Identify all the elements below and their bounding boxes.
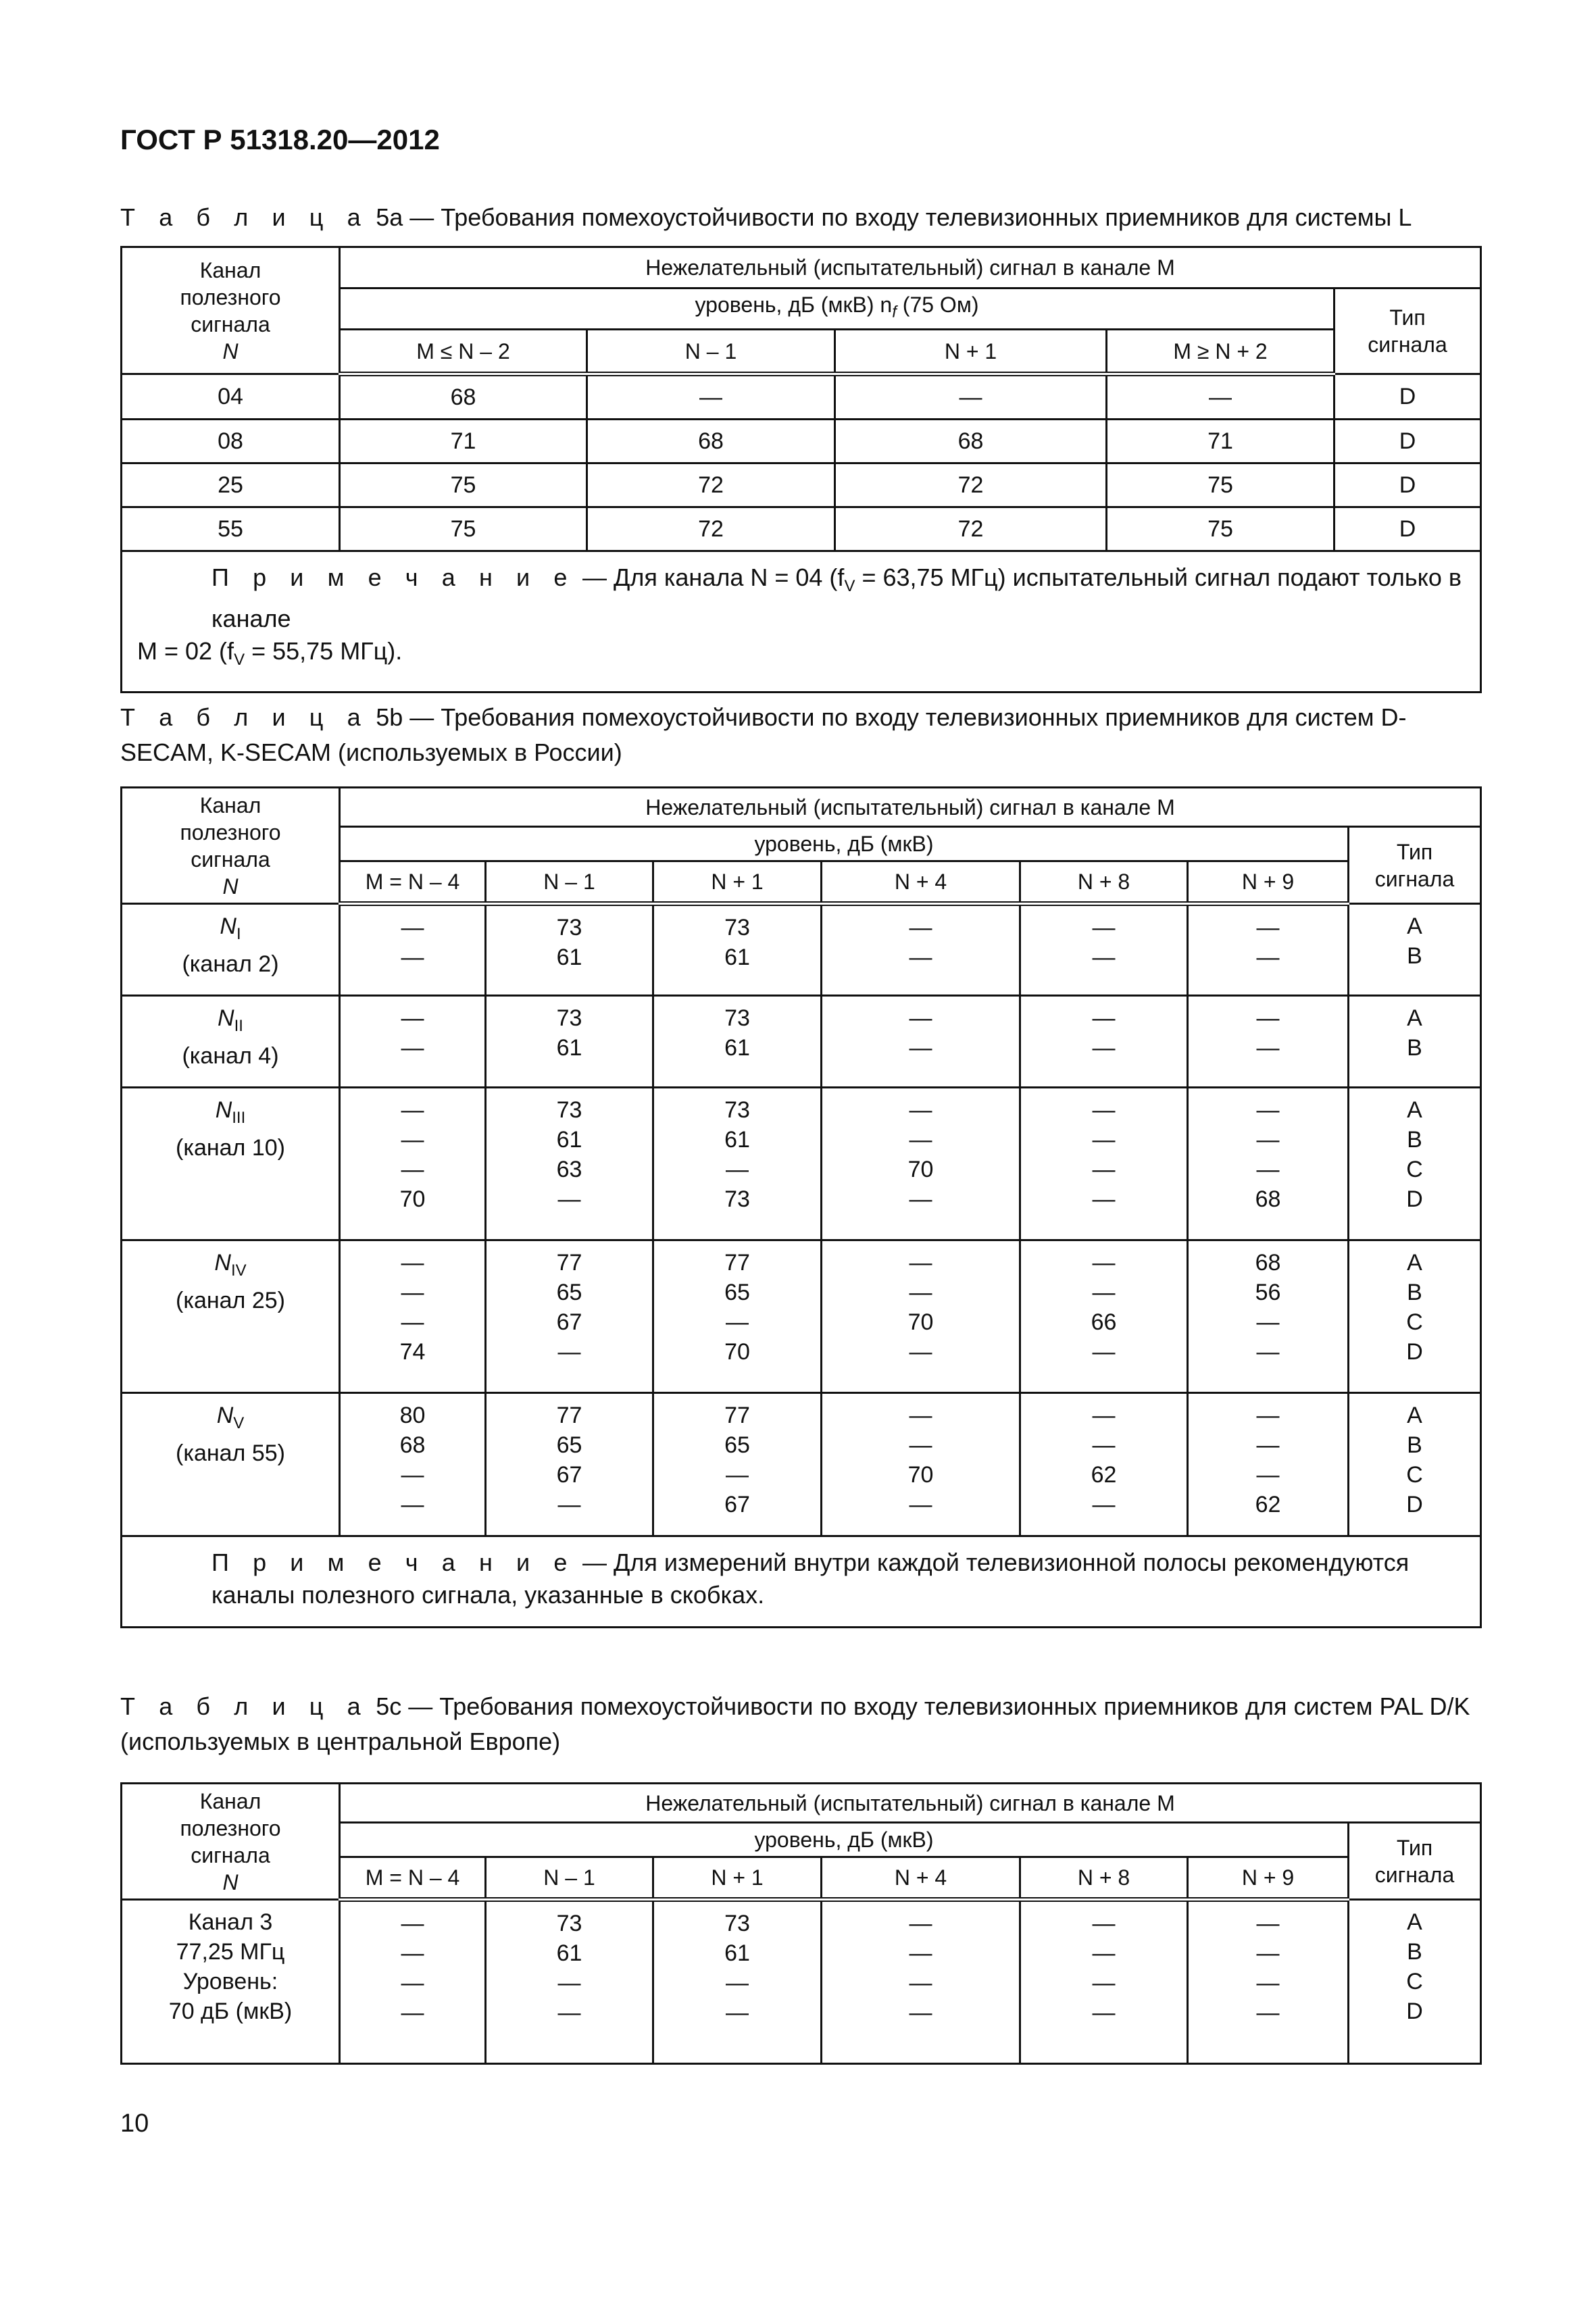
channel-cell	[122, 904, 340, 996]
cell-value: C	[1406, 1462, 1423, 1488]
table-row	[122, 1900, 1481, 2064]
table-5c-caption-prefix: Т а б л и ц а	[120, 1692, 370, 1720]
value-cell	[822, 1900, 1020, 2064]
col-header-channel: Канал полезного сигнала N	[122, 788, 340, 904]
value-cell	[486, 904, 653, 996]
cell-value: —	[1256, 915, 1280, 940]
cell-value: —	[557, 1339, 581, 1365]
value-cell: 72	[587, 507, 835, 551]
cell-value: 68	[1255, 1186, 1281, 1212]
cell-value: 67	[724, 1492, 750, 1517]
cell-value: —	[1256, 1432, 1280, 1458]
signal-type-cell	[1349, 1900, 1481, 2064]
cell-value: 77	[556, 1250, 582, 1276]
value-cell	[822, 904, 1020, 996]
cell-value: —	[1092, 1911, 1116, 1936]
value-cell	[653, 1900, 822, 2064]
cell-value: 73	[556, 915, 582, 940]
cell-value: —	[726, 2000, 749, 2026]
value-cell	[1188, 1393, 1349, 1536]
channel-label: $N_{II}$	[218, 1005, 243, 1035]
signal-type-cell	[1349, 1240, 1481, 1393]
channel-label: 70 дБ (мкВ)	[168, 1998, 293, 2024]
cell-value: —	[1092, 1157, 1116, 1182]
cell-value: 62	[1255, 1492, 1281, 1517]
table-5a	[120, 246, 1482, 693]
cell-value: A	[1407, 1250, 1422, 1276]
cell-value: —	[1256, 1970, 1280, 1996]
cell-value: 68	[1255, 1250, 1281, 1276]
cell-value: —	[1256, 1157, 1280, 1182]
cell-value: 56	[1255, 1280, 1281, 1305]
cell-value: —	[557, 1970, 581, 1996]
channel-label: 77,25 МГц	[176, 1939, 285, 1965]
cell-value: A	[1407, 913, 1422, 939]
cell-value: C	[1406, 1969, 1423, 1994]
cell-value: 61	[724, 1940, 750, 1966]
signal-type-cell: D	[1335, 374, 1481, 420]
value-cell	[1188, 1240, 1349, 1393]
value-cell	[486, 1088, 653, 1240]
value-cell	[340, 1900, 486, 2064]
cell-value: —	[909, 1339, 932, 1365]
cell-value: —	[1092, 915, 1116, 940]
value-cell	[1020, 1900, 1188, 2064]
sub-header: N + 8	[1020, 861, 1188, 904]
value-cell: 68	[340, 374, 587, 420]
channel-label: $N_{III}$	[215, 1097, 246, 1127]
sub-header: M = N – 4	[340, 1857, 486, 1900]
table-5c	[120, 1782, 1482, 2065]
cell-value: —	[401, 915, 424, 940]
cell-value: —	[1092, 945, 1116, 970]
page-number: 10	[120, 2109, 149, 2138]
sub-header: N + 1	[653, 1857, 822, 1900]
sub-header: M = N – 4	[340, 861, 486, 904]
cell-value: 77	[724, 1250, 750, 1276]
col-header-signal-type: Тип сигнала	[1349, 827, 1481, 904]
channel-cell	[122, 1900, 340, 2064]
table-row	[122, 507, 1481, 551]
sub-header: N + 4	[822, 1857, 1020, 1900]
level-header: уровень, дБ (мкВ) $n_f$ (75 Ом)	[340, 288, 1335, 330]
cell-value: —	[909, 1005, 932, 1031]
cell-value: D	[1406, 1186, 1423, 1212]
cell-value: —	[1092, 1280, 1116, 1305]
value-cell	[340, 996, 486, 1088]
channel-cell: 04	[122, 374, 340, 420]
cell-value: 61	[556, 1035, 582, 1061]
value-cell: 72	[835, 463, 1107, 507]
cell-value: —	[401, 945, 424, 970]
cell-value: —	[401, 2000, 424, 2026]
cell-value: 61	[724, 945, 750, 970]
cell-value: —	[909, 1097, 932, 1123]
cell-value: B	[1407, 1035, 1422, 1061]
document-header: ГОСТ Р 51318.20—2012	[120, 124, 440, 155]
table-5c-caption	[120, 1689, 1480, 1759]
channel-label: $N_{IV}$	[214, 1250, 247, 1280]
channel-number: (канал 2)	[182, 951, 279, 977]
channel-label: Уровень:	[182, 1969, 278, 1994]
value-cell	[340, 1088, 486, 1240]
value-cell: 75	[340, 463, 587, 507]
channel-cell: 25	[122, 463, 340, 507]
cell-value: —	[909, 1250, 932, 1276]
cell-value: D	[1406, 1492, 1423, 1517]
value-cell	[1020, 1393, 1188, 1536]
table-row	[122, 1240, 1481, 1393]
value-cell	[1020, 996, 1188, 1088]
cell-value: D	[1406, 1339, 1423, 1365]
sub-header: N + 1	[653, 861, 822, 904]
level-header: уровень, дБ (мкВ)	[340, 827, 1349, 861]
channel-cell	[122, 996, 340, 1088]
col-header-channel: Канал полезного сигнала N	[122, 247, 340, 374]
cell-value: —	[1256, 2000, 1280, 2026]
channel-label: Канал 3	[188, 1909, 273, 1935]
value-cell	[1020, 1240, 1188, 1393]
cell-value: —	[909, 1940, 932, 1966]
table-5b	[120, 786, 1482, 1628]
cell-value: 70	[907, 1157, 934, 1182]
col-header-channel: Канал полезного сигнала N	[122, 1784, 340, 1900]
cell-value: —	[401, 1309, 424, 1335]
value-cell: 75	[340, 507, 587, 551]
value-cell	[1188, 1088, 1349, 1240]
channel-label: $N_V$	[216, 1403, 245, 1432]
value-cell	[340, 1240, 486, 1393]
sub-header: N + 9	[1188, 861, 1349, 904]
cell-value: —	[909, 1035, 932, 1061]
value-cell	[653, 1393, 822, 1536]
value-cell: 72	[835, 507, 1107, 551]
cell-value: 62	[1091, 1462, 1117, 1488]
cell-value: —	[1092, 1432, 1116, 1458]
cell-value: 77	[724, 1403, 750, 1428]
cell-value: 70	[399, 1186, 426, 1212]
cell-value: —	[726, 1970, 749, 1996]
cell-value: 73	[724, 1097, 750, 1123]
value-cell	[822, 996, 1020, 1088]
cell-value: —	[1092, 1035, 1116, 1061]
group-header: Нежелательный (испытательный) сигнал в канале M	[340, 788, 1481, 827]
cell-value: —	[1256, 945, 1280, 970]
channel-number: (канал 25)	[176, 1287, 285, 1313]
cell-value: —	[557, 1186, 581, 1212]
cell-value: —	[1256, 1127, 1280, 1153]
table-row	[122, 420, 1481, 463]
cell-value: 74	[399, 1339, 426, 1365]
cell-value: 61	[724, 1035, 750, 1061]
cell-value: —	[1092, 1097, 1116, 1123]
value-cell: 72	[587, 463, 835, 507]
table-row	[122, 463, 1481, 507]
cell-value: 70	[907, 1309, 934, 1335]
cell-value: 65	[556, 1432, 582, 1458]
cell-value: —	[1256, 1035, 1280, 1061]
cell-value: 73	[724, 915, 750, 940]
cell-value: —	[1092, 1492, 1116, 1517]
signal-type-cell	[1349, 996, 1481, 1088]
value-cell	[486, 1900, 653, 2064]
cell-value: C	[1406, 1309, 1423, 1335]
table-row	[122, 996, 1481, 1088]
cell-value: B	[1407, 943, 1422, 969]
cell-value: —	[909, 945, 932, 970]
channel-cell	[122, 1240, 340, 1393]
group-header: Нежелательный (испытательный) сигнал в канале M	[340, 1784, 1481, 1823]
value-cell	[1020, 904, 1188, 996]
value-cell	[340, 1393, 486, 1536]
cell-value: 80	[399, 1403, 426, 1428]
table-row	[122, 904, 1481, 996]
cell-value: 70	[724, 1339, 750, 1365]
cell-value: —	[1092, 2000, 1116, 2026]
cell-value: —	[1092, 1005, 1116, 1031]
value-cell	[1020, 1088, 1188, 1240]
cell-value: 61	[724, 1127, 750, 1153]
cell-value: —	[401, 1127, 424, 1153]
cell-value: —	[401, 1280, 424, 1305]
cell-value: —	[557, 1492, 581, 1517]
cell-value: A	[1407, 1005, 1422, 1031]
cell-value: —	[401, 1940, 424, 1966]
table-5b-note: П р и м е ч а н и е — Для измерений внутри каждой телевизионной полосы рекомендуются каналы полезного сигнала, указанные в скобках.	[122, 1536, 1481, 1628]
value-cell	[1188, 1900, 1349, 2064]
value-cell: 68	[835, 420, 1107, 463]
cell-value: —	[1092, 1940, 1116, 1966]
cell-value: B	[1407, 1939, 1422, 1965]
cell-value: 73	[556, 1097, 582, 1123]
value-cell	[653, 996, 822, 1088]
table-5a-caption-text: 5a — Требования помехоустойчивости по входу телевизионных приемников для системы L	[369, 203, 1412, 231]
cell-value: —	[1256, 1940, 1280, 1966]
cell-value: —	[401, 1097, 424, 1123]
channel-number: (канал 55)	[176, 1440, 285, 1466]
cell-value: —	[909, 1280, 932, 1305]
cell-value: —	[401, 1035, 424, 1061]
value-cell	[486, 1240, 653, 1393]
sub-header: M ≤ N – 2	[340, 330, 587, 374]
table-5b-caption-text: 5b — Требования помехоустойчивости по входу телевизионных приемников для систем D-SECAM, K-SECAM (используемых в России)	[120, 703, 1407, 766]
cell-value: —	[401, 1492, 424, 1517]
value-cell	[486, 996, 653, 1088]
cell-value: 77	[556, 1403, 582, 1428]
cell-value: B	[1407, 1432, 1422, 1458]
value-cell	[340, 904, 486, 996]
table-5a-note: П р и м е ч а н и е — Для канала N = 04 ($f_V = 63,75$ МГц) испытательный сигнал подают только в канале M = 02 ($f_V = 55,75$ МГц).	[122, 551, 1481, 693]
cell-value: B	[1407, 1280, 1422, 1305]
table-row	[122, 374, 1481, 420]
cell-value: —	[1256, 1911, 1280, 1936]
cell-value: 73	[724, 1005, 750, 1031]
value-cell	[822, 1240, 1020, 1393]
cell-value: —	[1256, 1339, 1280, 1365]
value-cell: 75	[1107, 507, 1335, 551]
value-cell	[1188, 996, 1349, 1088]
cell-value: 67	[556, 1309, 582, 1335]
channel-cell	[122, 1393, 340, 1536]
cell-value: —	[1256, 1462, 1280, 1488]
table-5b-caption	[120, 700, 1480, 770]
cell-value: A	[1407, 1403, 1422, 1428]
cell-value: 68	[399, 1432, 426, 1458]
value-cell: 75	[1107, 463, 1335, 507]
cell-value: A	[1407, 1909, 1422, 1935]
channel-number: (канал 10)	[176, 1134, 285, 1161]
value-cell: —	[1107, 374, 1335, 420]
table-5a-caption-prefix: Т а б л и ц а	[120, 203, 370, 231]
signal-type-cell: D	[1335, 463, 1481, 507]
cell-value: —	[909, 1432, 932, 1458]
cell-value: —	[401, 1970, 424, 1996]
cell-value: —	[726, 1157, 749, 1182]
cell-value: —	[1256, 1403, 1280, 1428]
cell-value: 65	[556, 1280, 582, 1305]
value-cell	[822, 1393, 1020, 1536]
cell-value: —	[909, 1492, 932, 1517]
cell-value: —	[909, 1403, 932, 1428]
value-cell: —	[587, 374, 835, 420]
cell-value: 65	[724, 1432, 750, 1458]
cell-value: —	[1256, 1097, 1280, 1123]
cell-value: 61	[556, 1127, 582, 1153]
channel-label: $N_I$	[220, 913, 241, 943]
cell-value: 61	[556, 945, 582, 970]
col-header-signal-type: Тип сигнала	[1349, 1823, 1481, 1900]
sub-header: N + 1	[835, 330, 1107, 374]
sub-header: N – 1	[587, 330, 835, 374]
value-cell	[486, 1393, 653, 1536]
channel-cell: 08	[122, 420, 340, 463]
cell-value: —	[909, 1970, 932, 1996]
cell-value: —	[1256, 1309, 1280, 1335]
cell-value: C	[1406, 1157, 1423, 1182]
cell-value: D	[1406, 1998, 1423, 2024]
cell-value: —	[401, 1157, 424, 1182]
cell-value: 73	[556, 1005, 582, 1031]
sub-header: M ≥ N + 2	[1107, 330, 1335, 374]
signal-type-cell: D	[1335, 507, 1481, 551]
cell-value: —	[401, 1250, 424, 1276]
cell-value: —	[1092, 1250, 1116, 1276]
sub-header: N – 1	[486, 1857, 653, 1900]
cell-value: A	[1407, 1097, 1422, 1123]
value-cell	[653, 1088, 822, 1240]
level-header: уровень, дБ (мкВ)	[340, 1823, 1349, 1857]
cell-value: —	[909, 1127, 932, 1153]
cell-value: 70	[907, 1462, 934, 1488]
value-cell	[653, 1240, 822, 1393]
signal-type-cell	[1349, 1393, 1481, 1536]
cell-value: —	[557, 2000, 581, 2026]
cell-value: —	[1092, 1127, 1116, 1153]
cell-value: —	[1256, 1005, 1280, 1031]
cell-value: B	[1407, 1127, 1422, 1153]
cell-value: —	[1092, 1186, 1116, 1212]
sub-header: N – 1	[486, 861, 653, 904]
cell-value: —	[726, 1462, 749, 1488]
table-row	[122, 1088, 1481, 1240]
value-cell: 71	[1107, 420, 1335, 463]
cell-value: —	[1092, 1403, 1116, 1428]
cell-value: 61	[556, 1940, 582, 1966]
channel-number: (канал 4)	[182, 1042, 279, 1069]
signal-type-cell	[1349, 1088, 1481, 1240]
value-cell	[653, 904, 822, 996]
cell-value: —	[726, 1309, 749, 1335]
cell-value: —	[1092, 1339, 1116, 1365]
cell-value: 73	[724, 1186, 750, 1212]
cell-value: —	[909, 1911, 932, 1936]
sub-header: N + 4	[822, 861, 1020, 904]
table-row	[122, 1393, 1481, 1536]
cell-value: —	[401, 1911, 424, 1936]
group-header: Нежелательный (испытательный) сигнал в канале M	[340, 247, 1481, 288]
cell-value: 66	[1091, 1309, 1117, 1335]
value-cell	[1188, 904, 1349, 996]
cell-value: 73	[724, 1911, 750, 1936]
cell-value: —	[909, 1186, 932, 1212]
cell-value: 63	[556, 1157, 582, 1182]
cell-value: 73	[556, 1911, 582, 1936]
value-cell: —	[835, 374, 1107, 420]
channel-cell: 55	[122, 507, 340, 551]
table-5c-caption-text: 5c — Требования помехоустойчивости по входу телевизионных приемников для систем PAL D/K (используемых в центральной Европе)	[120, 1692, 1470, 1755]
table-5b-caption-prefix: Т а б л и ц а	[120, 703, 370, 731]
cell-value: —	[909, 2000, 932, 2026]
signal-type-cell: D	[1335, 420, 1481, 463]
cell-value: —	[1092, 1970, 1116, 1996]
cell-value: —	[401, 1005, 424, 1031]
col-header-signal-type: Тип сигнала	[1335, 288, 1481, 374]
value-cell: 71	[340, 420, 587, 463]
value-cell: 68	[587, 420, 835, 463]
cell-value: —	[401, 1462, 424, 1488]
value-cell	[822, 1088, 1020, 1240]
table-5a-caption	[120, 200, 1480, 235]
cell-value: —	[909, 915, 932, 940]
signal-type-cell	[1349, 904, 1481, 996]
cell-value: 67	[556, 1462, 582, 1488]
sub-header: N + 8	[1020, 1857, 1188, 1900]
channel-cell	[122, 1088, 340, 1240]
cell-value: 65	[724, 1280, 750, 1305]
sub-header: N + 9	[1188, 1857, 1349, 1900]
